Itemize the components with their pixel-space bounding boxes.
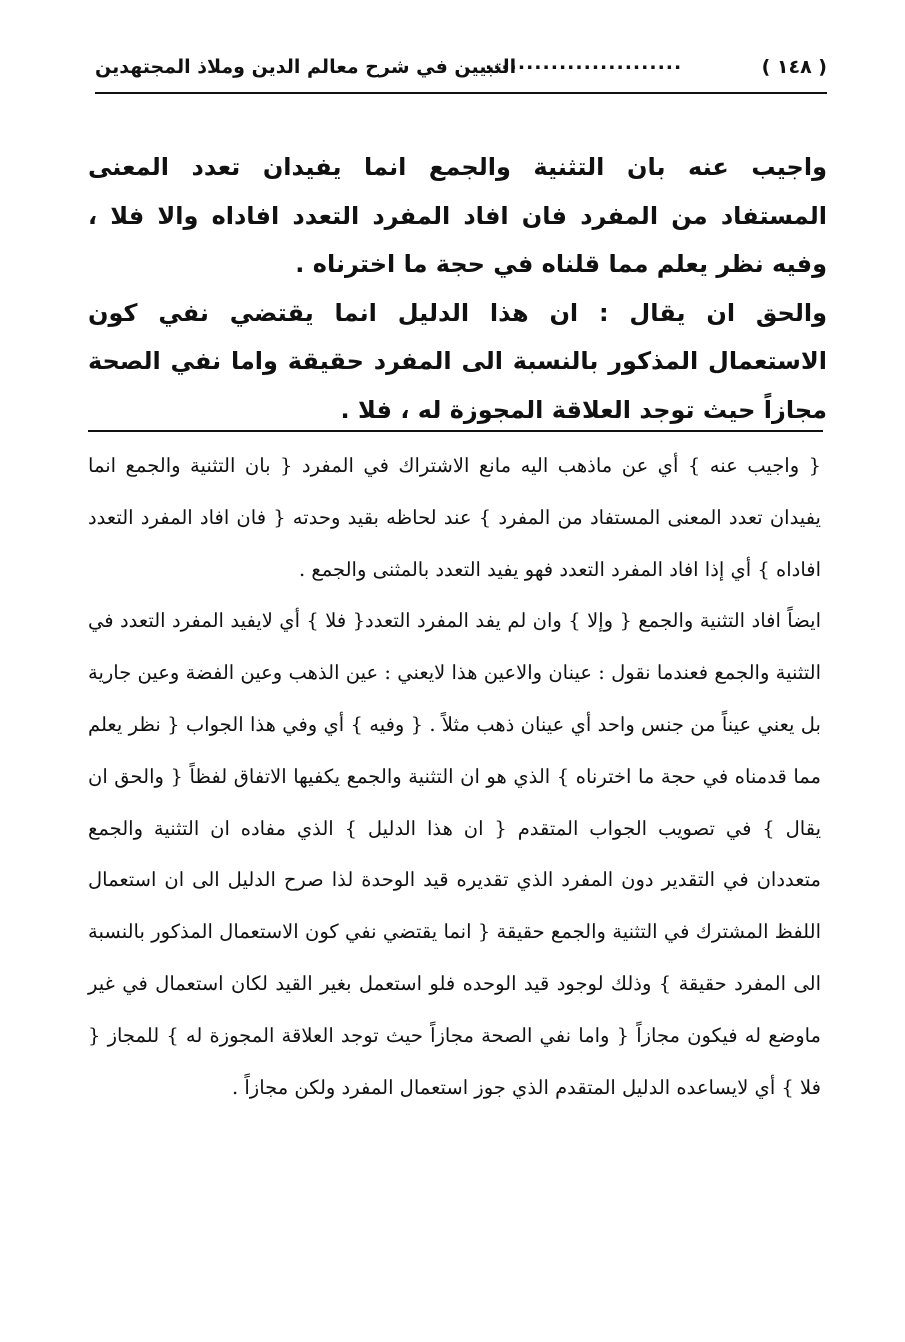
main-text (88, 143, 827, 434)
book-title: التبيين في شرح معالم الدين وملاذ المجتهدين (95, 56, 517, 78)
commentary-paragraph: { واجيب عنه } أي عن ماذهب اليه مانع الاشتراك في المفرد { بان التثنية والجمع انما يفيدان تعدد المعنى المستفاد من المفرد } عند لحاظه بقيد وحدته { فان افاد المفرد التعدد افاداه } أي إذا افاد المفرد التعدد فهو يفيد التعدد بالمثنى والجمع . (88, 454, 821, 581)
commentary-paragraph: ايضاً افاد التثنية والجمع { وإلا } وان لم يفد المفرد التعدد{ فلا } أي لايفيد المفرد التعدد في التثنية والجمع فعندما نقول : عينان والاعين هذا لايعني : عين الذهب وعين الفضة وعين جارية بل يعني عيناً من جنس واحد أي عينان ذهب مثلاً . { وفيه } أي وفي هذا الجواب { نظر يعلم مما قدمناه في حجة ما اخترناه } الذي هو ان التثنية والجمع يكفيها الاتفاق لفظاً { والحق ان يقال } في تصويب الجواب المتقدم { ان هذا الدليل } الذي مفاده ان التثنية والجمع متعددان في التقدير دون المفرد الذي تقديره قيد الوحدة لذا صرح الدليل الى ان استعمال اللفظ المشترك في التثنية والجمع حقيقة { انما يقتضي نفي كون الاستعمال المذكور بالنسبة الى المفرد حقيقة } وذلك لوجود قيد الوحده فلو استعمل بغير القيد لكان استعمال في غير ماوضع له فيكون مجازاً { واما نفي الصحة مجازاً حيث توجد العلاقة المجوزة له } للمجاز { فلا } أي لايساعده الدليل المتقدم الذي جوز استعمال المفرد ولكن مجازاً . (88, 609, 821, 1099)
running-header (95, 50, 827, 94)
section-divider (88, 430, 823, 432)
page-number: ( ١٤٨ ) (761, 56, 827, 78)
commentary-text (88, 440, 821, 1113)
main-text-paragraph: والحق ان يقال : ان هذا الدليل انما يقتضي نفي كون الاستعمال المذكور بالنسبة الى المفرد حقيقة واما نفي الصحة مجازاً حيث توجد العلاقة المجوزة له ، فلا . (88, 298, 827, 424)
main-text-paragraph: واجيب عنه بان التثنية والجمع انما يفيدان تعدد المعنى المستفاد من المفرد فان افاد المفرد التعدد افاداه والا فلا ، وفيه نظر يعلم مما قلناه في حجة ما اخترناه . (88, 153, 827, 278)
header-dot-leader: ........................ (485, 52, 683, 74)
